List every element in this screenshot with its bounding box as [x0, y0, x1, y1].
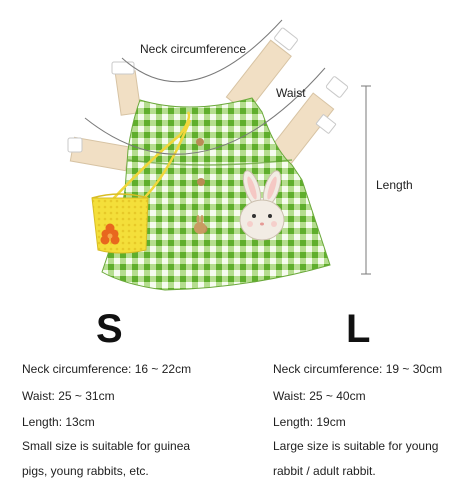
neck-circumference-label: Neck circumference	[140, 42, 247, 56]
small-neck-spec: Neck circumference: 16 ~ 22cm	[22, 362, 192, 376]
large-neck-spec: Neck circumference: 19 ~ 30cm	[273, 362, 443, 376]
large-note-line2: rabbit / adult rabbit.	[273, 464, 376, 478]
large-waist-spec: Waist: 25 ~ 40cm	[273, 389, 366, 403]
size-s-heading: S	[96, 307, 123, 351]
buckle-icon	[68, 138, 82, 152]
waist-strap-left	[68, 137, 130, 170]
large-length-spec: Length: 19cm	[273, 415, 346, 429]
small-length-spec: Length: 13cm	[22, 415, 95, 429]
size-l-heading: L	[346, 307, 371, 351]
yellow-bag-icon	[92, 194, 148, 253]
small-note-line2: pigs, young rabbits, etc.	[22, 464, 149, 478]
large-note-line1: Large size is suitable for young	[273, 439, 439, 453]
buckle-icon	[326, 76, 349, 98]
buckle-icon	[112, 62, 134, 74]
neck-strap-left	[112, 62, 141, 115]
small-note-line1: Small size is suitable for guinea	[22, 439, 191, 453]
waist-label: Waist	[276, 86, 306, 100]
length-measure-line	[361, 86, 371, 274]
length-label: Length	[376, 178, 413, 192]
small-waist-spec: Waist: 25 ~ 31cm	[22, 389, 115, 403]
